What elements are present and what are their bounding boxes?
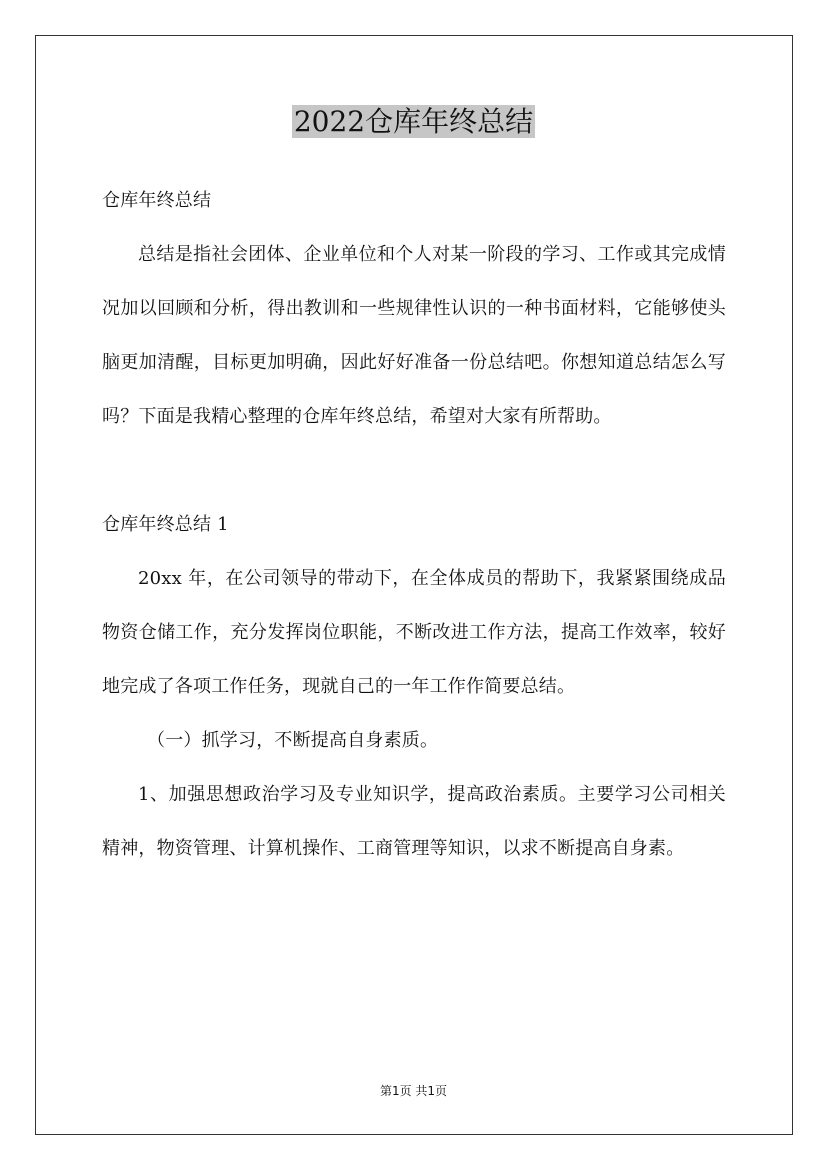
section-paragraph: 20xx 年，在公司领导的带动下，在全体成员的帮助下，我紧紧围绕成品物资仓储工作，充分发挥岗位职能，不断改进工作方法，提高工作效率，较好地完成了各项工作任务，现就自己的一年工作作简要总结。 (102, 568, 726, 697)
paragraph-spacer (102, 444, 726, 498)
document-subtitle: 仓库年终总结 (102, 190, 212, 211)
intro-paragraph: 总结是指社会团体、企业单位和个人对某一阶段的学习、工作或其完成情况加以回顾和分析，得出教训和一些规律性认识的一种书面材料，它能够使头脑更加清醒，目标更加明确，因此好好准备一份总结吧。你想知道总结怎么写吗？下面是我精心整理的仓库年终总结，希望对大家有所帮助。 (102, 244, 726, 427)
document-title (0, 104, 827, 140)
document-title-text: 2022仓库年终总结 (293, 105, 534, 138)
document-body (102, 174, 726, 876)
section-heading: 仓库年终总结 1 (102, 514, 229, 535)
page-footer: 第1页 共1页 (379, 1084, 448, 1098)
section-point: （一）抓学习，不断提高自身素质。 (147, 730, 439, 751)
section-point-item: 1、加强思想政治学习及专业知识学，提高政治素质。主要学习公司相关精神，物资管理、计算机操作、工商管理等知识，以求不断提高自身素。 (102, 784, 726, 859)
